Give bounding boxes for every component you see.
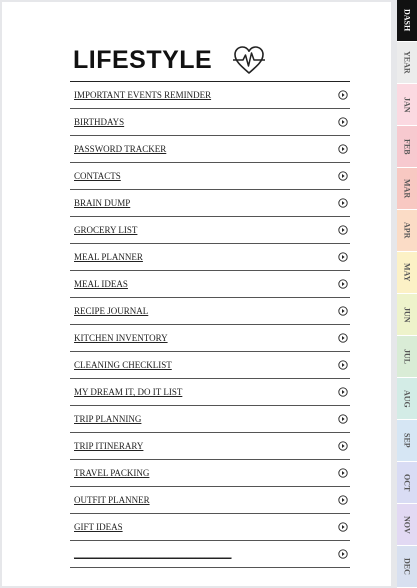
tab-apr[interactable] <box>397 210 417 252</box>
tab-may[interactable] <box>397 252 417 294</box>
circle-arrow-right-icon[interactable] <box>338 225 348 235</box>
list-item-label: TRIP ITINERARY <box>74 441 144 451</box>
page-title: LIFESTYLE <box>73 45 213 74</box>
month-tab-label: FEB <box>402 138 412 155</box>
circle-arrow-right-icon[interactable] <box>338 549 348 559</box>
list-item-label: MEAL PLANNER <box>74 252 143 262</box>
list-item-10[interactable] <box>70 352 350 379</box>
list-item-2[interactable] <box>70 136 350 163</box>
list-item-label: TRIP PLANNING <box>74 414 142 424</box>
month-tab-label: JAN <box>402 96 412 113</box>
circle-arrow-right-icon[interactable] <box>338 279 348 289</box>
tab-jul[interactable] <box>397 336 417 378</box>
tab-sep[interactable] <box>397 420 417 462</box>
month-tab-label: MAY <box>402 263 412 282</box>
list-item-15[interactable] <box>70 487 350 514</box>
list-item-label: IMPORTANT EVENTS REMINDER <box>74 90 212 100</box>
month-tab-label: MAR <box>402 178 412 199</box>
circle-arrow-right-icon[interactable] <box>338 414 348 424</box>
circle-arrow-right-icon[interactable] <box>338 252 348 262</box>
list-item-7[interactable] <box>70 271 350 298</box>
list-item-label: KITCHEN INVENTORY <box>74 333 168 343</box>
tab-mar[interactable] <box>397 168 417 210</box>
month-tab-label: APR <box>402 222 412 239</box>
list-item-0[interactable] <box>70 82 350 109</box>
circle-arrow-right-icon[interactable] <box>338 441 348 451</box>
list-item-1[interactable] <box>70 109 350 136</box>
list-item-label: MEAL IDEAS <box>74 279 128 289</box>
list-item-12[interactable] <box>70 406 350 433</box>
list-item-label: RECIPE JOURNAL <box>74 306 149 316</box>
circle-arrow-right-icon[interactable] <box>338 360 348 370</box>
circle-arrow-right-icon[interactable] <box>338 117 348 127</box>
list-item-label: CLEANING CHECKLIST <box>74 360 172 370</box>
list-item-11[interactable] <box>70 379 350 406</box>
list-item-14[interactable] <box>70 460 350 487</box>
list-item-label: TRAVEL PACKING <box>74 468 150 478</box>
tab-jan[interactable] <box>397 84 417 126</box>
link-list <box>70 82 350 568</box>
list-item-13[interactable] <box>70 433 350 460</box>
month-tab-label: DEC <box>402 558 412 575</box>
month-tab-label: DASH <box>402 9 412 32</box>
circle-arrow-right-icon[interactable] <box>338 522 348 532</box>
circle-arrow-right-icon[interactable] <box>338 171 348 181</box>
list-item-label: ___________________________________ <box>74 549 232 559</box>
tab-nov[interactable] <box>397 504 417 546</box>
list-item-label: BIRTHDAYS <box>74 117 125 127</box>
list-item-label: OUTFIT PLANNER <box>74 495 150 505</box>
page-header <box>73 44 266 76</box>
tab-feb[interactable] <box>397 126 417 168</box>
list-item-label: CONTACTS <box>74 171 121 181</box>
circle-arrow-right-icon[interactable] <box>338 144 348 154</box>
circle-arrow-right-icon[interactable] <box>338 387 348 397</box>
month-tab-label: NOV <box>402 515 412 534</box>
list-item-label: PASSWORD TRACKER <box>74 144 167 154</box>
month-tab-label: JUN <box>402 306 412 323</box>
list-item-label: GROCERY LIST <box>74 225 138 235</box>
list-item-label: GIFT IDEAS <box>74 522 123 532</box>
month-tab-label: JUL <box>402 348 412 365</box>
tab-dec[interactable] <box>397 546 417 588</box>
list-item-16[interactable] <box>70 514 350 541</box>
list-item-3[interactable] <box>70 163 350 190</box>
list-item-5[interactable] <box>70 217 350 244</box>
circle-arrow-right-icon[interactable] <box>338 90 348 100</box>
circle-arrow-right-icon[interactable] <box>338 198 348 208</box>
month-tab-label: AUG <box>402 389 412 408</box>
list-item-9[interactable] <box>70 325 350 352</box>
list-item-17[interactable] <box>70 541 350 568</box>
list-item-6[interactable] <box>70 244 350 271</box>
month-tab-label: OCT <box>402 473 412 492</box>
circle-arrow-right-icon[interactable] <box>338 468 348 478</box>
tab-oct[interactable] <box>397 462 417 504</box>
month-tab-bar <box>397 0 417 588</box>
month-tab-label: YEAR <box>402 51 412 74</box>
month-tab-label: SEP <box>402 433 412 448</box>
list-item-label: BRAIN DUMP <box>74 198 131 208</box>
circle-arrow-right-icon[interactable] <box>338 495 348 505</box>
list-item-8[interactable] <box>70 298 350 325</box>
circle-arrow-right-icon[interactable] <box>338 333 348 343</box>
circle-arrow-right-icon[interactable] <box>338 306 348 316</box>
list-item-label: MY DREAM IT, DO IT LIST <box>74 387 183 397</box>
tab-dash[interactable] <box>397 0 417 42</box>
tab-aug[interactable] <box>397 378 417 420</box>
tab-year[interactable] <box>397 42 417 84</box>
list-item-4[interactable] <box>70 190 350 217</box>
tab-jun[interactable] <box>397 294 417 336</box>
heartbeat-icon <box>232 44 266 76</box>
